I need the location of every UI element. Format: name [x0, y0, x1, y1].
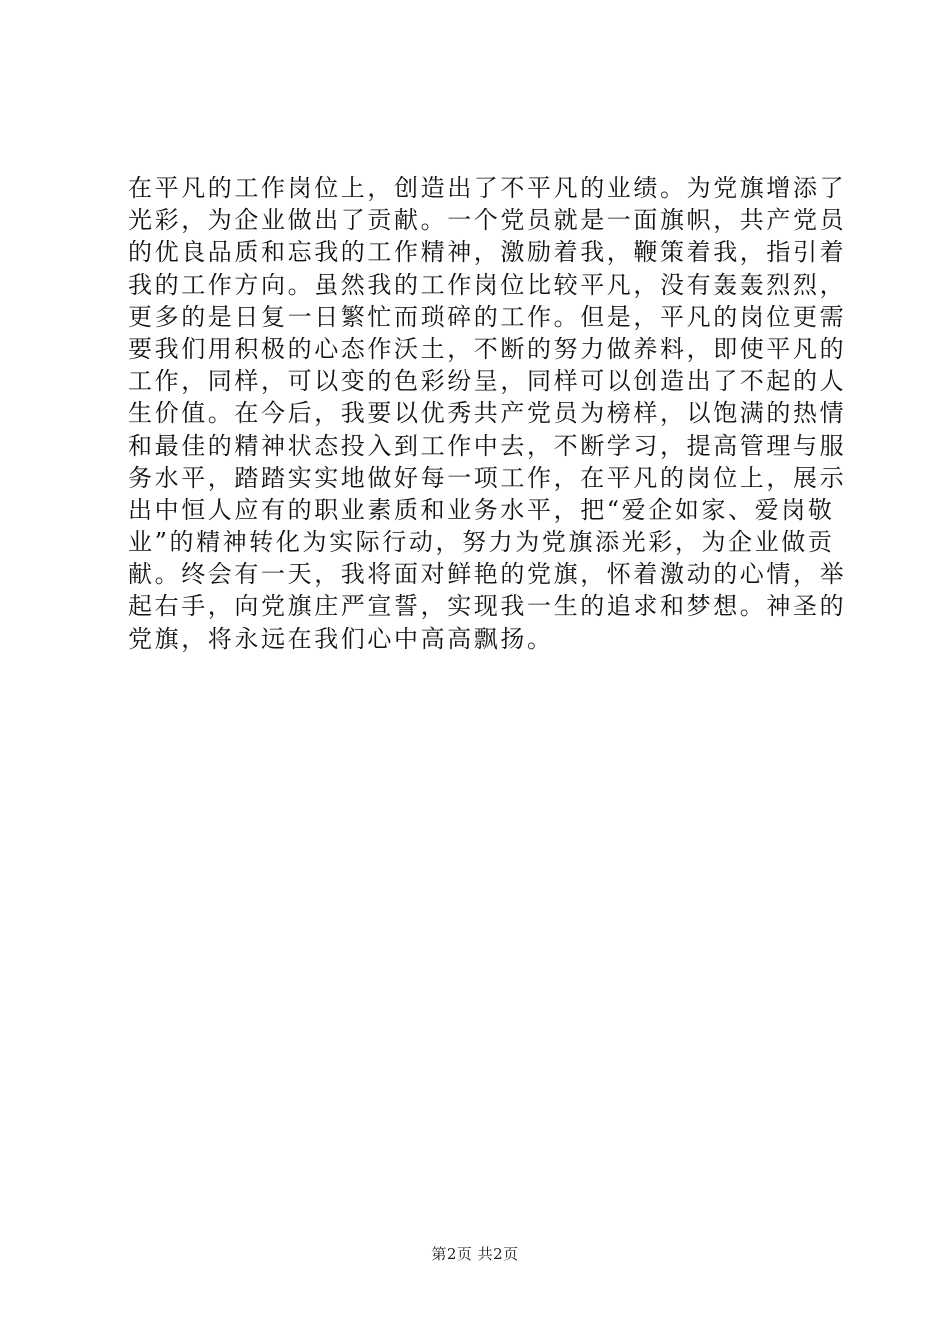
paragraph-line: 和最佳的精神状态投入到工作中去，不断学习，提高管理与服: [128, 431, 847, 460]
paragraph-line: 要我们用积极的心态作沃土，不断的努力做养料，即使平凡的: [128, 334, 847, 363]
paragraph-line: 工作，同样，可以变的色彩纷呈，同样可以创造出了不起的人: [128, 367, 847, 396]
paragraph-line: 我的工作方向。虽然我的工作岗位比较平凡，没有轰轰烈烈，: [128, 270, 847, 299]
paragraph-line: 献。终会有一天，我将面对鲜艳的党旗，怀着激动的心情，举: [128, 560, 847, 589]
paragraph-line: 务水平，踏踏实实地做好每一项工作，在平凡的岗位上，展示: [128, 463, 847, 492]
paragraph-line: 生价值。在今后，我要以优秀共产党员为榜样，以饱满的热情: [128, 399, 847, 428]
paragraph-line: 光彩，为企业做出了贡献。一个党员就是一面旗帜，共产党员: [128, 206, 847, 235]
paragraph-line: 在平凡的工作岗位上，创造出了不平凡的业绩。为党旗增添了: [128, 174, 847, 202]
paragraph-line: 起右手，向党旗庄严宣誓，实现我一生的追求和梦想。神圣的: [128, 592, 847, 621]
paragraph-line: 业”的精神转化为实际行动，努力为党旗添光彩，为企业做贡: [128, 528, 835, 557]
paragraph-line: 出中恒人应有的职业素质和业务水平，把“爱企如家、爱岗敬: [128, 495, 835, 524]
paragraph-line: 党旗，将永远在我们心中高高飘扬。: [128, 624, 554, 653]
paragraph-line: 更多的是日复一日繁忙而琐碎的工作。但是，平凡的岗位更需: [128, 302, 847, 331]
page-number-footer: 第2页 共2页: [431, 1245, 519, 1263]
body-paragraph: [128, 172, 847, 655]
paragraph-line: 的优良品质和忘我的工作精神，激励着我，鞭策着我，指引着: [128, 238, 847, 267]
